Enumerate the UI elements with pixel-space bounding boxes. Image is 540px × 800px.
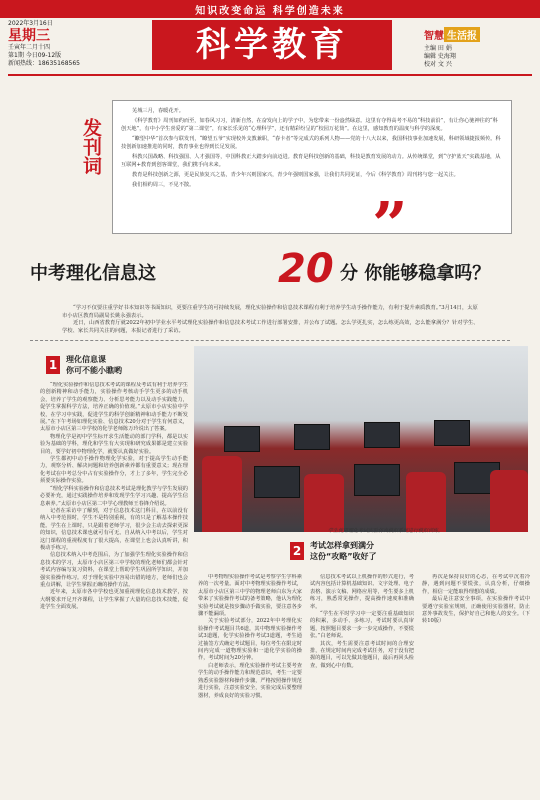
body-para: 再次是保持良好的心态，在考试中沉着冷静，遇到问题不要慌张，认真分析，仔细操作，相信一定能取得理想的成绩。 <box>422 574 530 595</box>
date: 2022年3月16日 <box>8 20 53 27</box>
weekday: 星期三 <box>8 28 50 44</box>
staff-editor-in-chief: 主编 田 娟 <box>424 45 452 52</box>
body-para: “理化实验操作和信息技术考试的课程及考试有利于培养学生的创新精神和动手能力，实验操作考核动手学生更多的动手机会，培养了学生的观察能力、分析思考能力以及动手实践能力，促学生掌握科学方法，培养正确的价值观。”太原市小店实验中学校，在学习中实践，促进学生的科学创新精神和动手能力不断发展。”在下午考场如理化实验、信息技术20分对于学生有何意义，太原市小店区第三中学校的化学老师陈万玲说出了答案。 <box>40 382 188 433</box>
section-1-title-line1: 理化信息课 <box>66 355 106 364</box>
body-para: 其次，考生需要注意考试时间的合理安排，在规定时间内完成考试任务，对于没有把握的题目，可以先做其他题目，最后再回头检查，做到心中有数。 <box>310 640 414 669</box>
section-2-title <box>310 540 460 562</box>
body-para: 记者在采访中了解到，对于信息技术这门科目，在以前没有纳入中考范围时，学生不是特别重视，有的只是了解基本操作技能。学生在上课时，只是跟着老师学习，很少会主动去探索更深的知识，信息技术课也就可有可无。自从纳入中考以后，学生对这门课程的重视程度有了很大提高，在课堂上也会认真听讲，积极动手练习。 <box>40 507 188 551</box>
body-para: 近年来，太原市各中学校也更加重视理化信息技术教学，按大纲要求开足开齐课程，让学生掌握了大量的信息技术技能，促进学生全面发展。 <box>40 589 188 611</box>
body-para: 白老师表示，理化实验操作考试主要考查学生的动手操作能力和规范意识，考生一定要熟悉实验器材和操作步骤，严格按照操作规范进行实验，注意实验安全，实验完成后要整理器材，养成良好的实验习惯。 <box>198 662 302 699</box>
student-figure <box>202 456 242 532</box>
masthead-divider <box>8 74 532 76</box>
student-figure <box>406 472 446 532</box>
body-para: 最后是注意安全事项，在实验操作考试中要遵守实验室规则，正确使用实验器材，防止意外事故发生，保护好自己和他人的安全。（下转10版） <box>422 596 530 625</box>
section-divider <box>30 340 510 341</box>
section-2-body-col2 <box>310 574 414 794</box>
body-para: 中考物理实验操作考试是考察学生学科素养的一次考量。面对中考物理实验操作考试，太原市小店区第三中学的物理老师白东为大家带来了实验操作考试的备考策略，他认为理化实验考试就是按步骤动手做实验，要注意各步骤不能漏项。 <box>198 574 302 618</box>
monitor-shape <box>254 466 300 498</box>
photo-caption: 学生使用理化考试实验仿真模拟系统进行模拟训练。 <box>328 528 444 534</box>
editorial-para: 《科学教育》周刊如约而至，如春风习习，清新自然，在奋发向上的学子中，为您带来一份盎然绿意。这里有夺得高考不易的“科技前沿”，有让你心驰神往的“科创天地”，有中小学生喜爱的“第二课堂”，有家长乐见的“心理科学”，还有精彩纷呈的“校园万花筒”。在这里，感知教育的温度与科学的深度。 <box>121 118 498 132</box>
body-para: “学生在平时学习中一定要注重基础知识的积累，多动手、多练习，考试时要认真审题，按照题目要求一步一步完成操作，不要慌张。”白老师说。 <box>310 611 414 640</box>
section-2-title-line1: 考试怎样拿到满分 <box>310 541 374 550</box>
headline-part-b: 分 你能够稳拿吗？ <box>340 263 491 284</box>
body-para: 物理化学是初中学生标开求生活能动的部门学科，都是以实验为基础的学科，理化和学生有大实现和研究成果都是建立实验目的，要学好初中物理化学，就要认真做好实验。 <box>40 433 188 455</box>
page-title: 科学教育 <box>152 20 392 70</box>
headline-number: 20 <box>278 246 334 292</box>
editorial-para: 芜城三月，春暖花开。 <box>132 108 184 114</box>
intro-para: “学习不仅要注重学好书本知识等书面知识，更要注重学生的可持续发展，理化实验操作和信息技术课程有利于培养学生动手操作能力，有利于提升素质教育。”3月14日，太原市小店区教育局副局长姚永强表示。 <box>62 305 478 319</box>
brand-logo <box>424 24 534 69</box>
date-info <box>8 20 112 68</box>
staff-proofreader: 校对 文 兴 <box>424 61 452 68</box>
section-1-title-line2: 你可不能小瞧哟 <box>66 366 122 375</box>
intro-para: 近日，山西省教育厅就2022年初中学业水平考试理化实验操作和信息技术考试工作进行部署安排，并公布了试题。怎么学更扎实，怎么练更高效，怎么能拿满分？针对学生、学校、家长共同关注的问题，本报记者进行了采访。 <box>62 320 479 334</box>
student-figure <box>304 474 344 532</box>
section-1-body <box>40 382 188 792</box>
editorial-box <box>112 100 512 234</box>
lunar-date: 壬寅年二月十四 <box>8 44 51 51</box>
brand-name-a: 智慧 <box>424 31 444 42</box>
section-1-number: 1 <box>46 356 60 374</box>
intro <box>62 305 482 335</box>
staff-list <box>424 45 534 69</box>
monitor-shape <box>354 464 400 496</box>
editorial-para: 我们相约周三，不见不散。 <box>132 182 195 188</box>
issue-info: 第1期 今日09-12版 <box>8 52 62 59</box>
staff-editor: 编辑 史海翔 <box>424 53 456 60</box>
headline <box>30 246 530 292</box>
monitor-shape <box>434 420 470 446</box>
monitor-shape <box>224 426 260 452</box>
section-1-title <box>66 354 186 376</box>
editorial-label: 发刊词 <box>80 118 102 175</box>
editorial-para: 教育是科技创新之源，更是民族复兴之基，青少年兴则国家兴，青少年强则国家强，让我们共同见证，今后《科学教育》周刊将与您一起关注。 <box>132 172 459 178</box>
section-2-number: 2 <box>290 542 304 560</box>
headline-part-a: 中考理化信息这 <box>30 263 156 284</box>
editorial-para: 科教兴国战略、科技强国、人才强国等，中国科教正大踏步向前迈进。教育是科技创新的基础，科技是教育发展的动力。从传统课堂，到“守护蓝天”实践基地，从互联网+教育到创客课堂，我们携手向未来。 <box>121 154 501 168</box>
classroom-photo <box>194 346 528 532</box>
monitor-shape <box>364 422 400 448</box>
monitor-shape <box>294 424 330 450</box>
section-2-body-col1 <box>198 574 302 794</box>
section-2-title-line2: 这份“攻略”收好了 <box>310 552 377 561</box>
brand-name-b: 生活报 <box>444 27 480 42</box>
body-para: “理化学科实验操作和信息技术考试是理化教学与学生发展的必要补充，通过实践操作培养和发现学生学习兴趣、提高学生信息素养。”太原市小店区第二中学心理教师王春锋介绍说。 <box>40 485 188 507</box>
body-para: 信息技术纳入中考范围后，为了加强学生理化实验操作和信息技术的学习，太原市小店区第三中学校的理化老师们都会针对考试内容编写复习资料，在课堂上帮助学生巩固所学知识，并加强实验操作练习。对于理化实验中容易出错的地方，老师们也会重点讲解，让学生掌握正确的操作方法。 <box>40 552 188 588</box>
body-para: 学生都初中动手操作物理化学实验，对于提高学生动手能力，观察分析、解决问题和培养创新素养都有重要意义；现在理化考试在中考总分中占有实验操作分，才上了多年，学生完全必须要实际操作实验。 <box>40 456 188 485</box>
editorial-para: “瞭望中华”首次参与联发刊，“瞭望五爷”实现校外支教兼职，“春卡者”等完成式的系列人物——党的十八大以来，我国科技事业加速发展，科研领域捷报频传。科技创新加速推进的同时，教育事业也得到长足发展。 <box>121 136 501 150</box>
slogan: 知识改变命运 科学创造未来 <box>195 6 345 17</box>
section-2-body-col3 <box>422 574 530 794</box>
body-para: 关于实验考试部分，2022年中考理化实验操作考试题目共6道，其中物理实验操作考试3道题，化学实验操作考试3道题，考生通过抽签方式确定考试题目，每位考生在限定时间内完成一道物理实验和一道化学实验的操作，考试时间为20分钟。 <box>198 618 302 662</box>
student-figure <box>490 470 528 532</box>
hotline: 新闻热线：18635168565 <box>8 60 80 67</box>
quote-mark-icon: ” <box>372 188 408 261</box>
body-para: 信息技术考试以上机操作的形式进行，考试内容包括计算机基础知识、文字处理、电子表格、演示文稿、网络应用等，考生要多上机练习，熟悉常见操作，提高操作速度和准确率。 <box>310 574 414 610</box>
